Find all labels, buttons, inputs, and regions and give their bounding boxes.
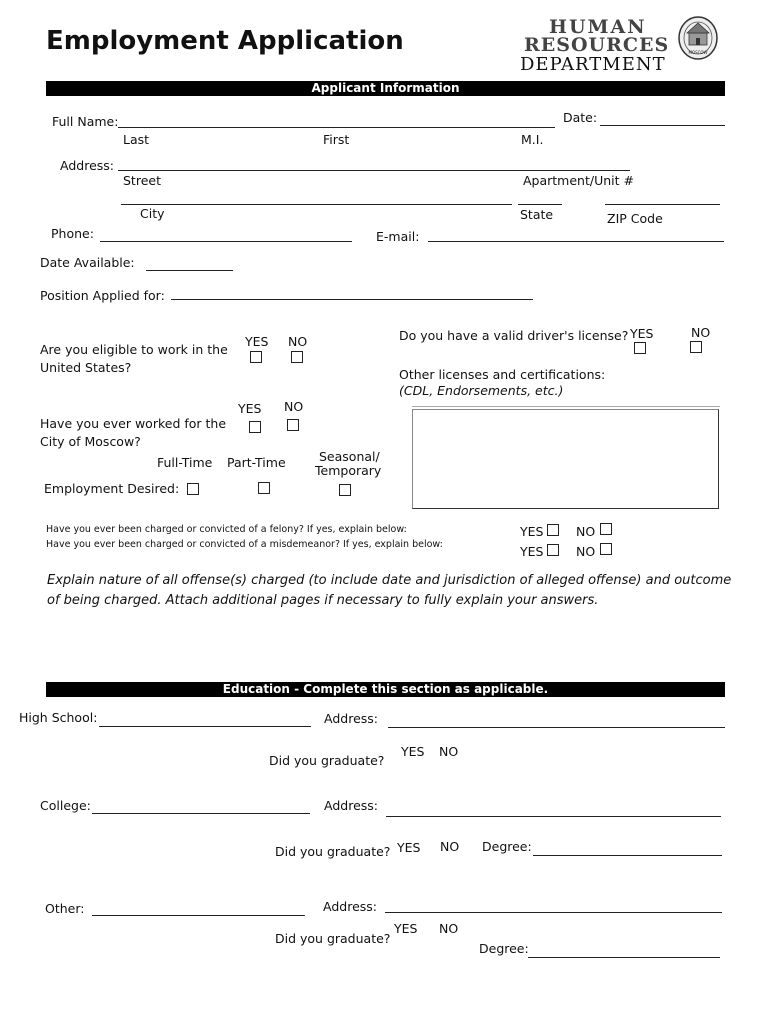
high-school-no-label[interactable]: NO	[439, 744, 459, 759]
misdemeanor-no-checkbox[interactable]	[600, 543, 612, 555]
phone-field[interactable]	[100, 241, 352, 242]
date-available-field[interactable]	[146, 270, 233, 271]
misdemeanor-yes-label: YES	[520, 544, 544, 559]
college-field[interactable]	[92, 813, 310, 814]
explain-instructions-line2: of being charged. Attach additional pages if necessary to fully explain your answers.	[47, 593, 599, 608]
license-yes-checkbox[interactable]	[634, 342, 646, 354]
zip-field[interactable]	[605, 204, 720, 205]
seasonal-checkbox[interactable]	[339, 484, 351, 496]
felony-yes-label: YES	[520, 524, 544, 539]
date-field[interactable]	[600, 125, 725, 126]
seasonal-label: Seasonal/	[319, 449, 380, 464]
email-label: E-mail:	[376, 229, 420, 244]
logo-line-3: DEPARTMENT	[520, 54, 666, 75]
college-degree-field[interactable]	[533, 855, 722, 856]
date-available-label: Date Available:	[40, 255, 135, 270]
college-yes-label[interactable]: YES	[397, 840, 421, 855]
felony-yes-checkbox[interactable]	[547, 524, 559, 536]
eligible-yes-checkbox[interactable]	[250, 351, 262, 363]
applicant-section-header: Applicant Information	[46, 81, 725, 96]
misdemeanor-question: Have you ever been charged or convicted of a misdemeanor? If yes, explain below:	[46, 539, 443, 550]
apartment-caption: Apartment/Unit #	[523, 173, 634, 188]
city-field[interactable]	[121, 204, 512, 205]
seal-text: MOSCOW	[688, 50, 708, 55]
other-graduate-question: Did you graduate?	[275, 931, 391, 946]
first-name-caption: First	[323, 132, 350, 147]
other-licenses-label: Other licenses and certifications:	[399, 367, 606, 382]
last-name-caption: Last	[123, 132, 150, 147]
state-caption: State	[520, 207, 554, 222]
high-school-field[interactable]	[99, 726, 311, 727]
drivers-license-question: Do you have a valid driver's license?	[399, 328, 629, 343]
state-field[interactable]	[518, 204, 562, 205]
high-school-yes-label[interactable]: YES	[401, 744, 425, 759]
education-section-header: Education - Complete this section as applicable.	[46, 682, 725, 697]
eligibility-question: Are you eligible to work in the United States?	[40, 342, 228, 375]
other-education-field[interactable]	[92, 915, 305, 916]
eligible-yes-label: YES	[245, 334, 269, 349]
city-seal-icon	[677, 15, 719, 61]
part-time-label: Part-Time	[227, 455, 286, 470]
moscow-yes-label: YES	[238, 401, 262, 416]
moscow-yes-checkbox[interactable]	[249, 421, 261, 433]
position-label: Position Applied for:	[40, 288, 165, 303]
high-school-address-field[interactable]	[388, 727, 725, 728]
misdemeanor-yes-checkbox[interactable]	[547, 544, 559, 556]
license-yes-label: YES	[630, 326, 654, 341]
license-no-label: NO	[691, 325, 711, 340]
date-label: Date:	[563, 110, 598, 125]
logo-line-1: HUMAN	[549, 16, 647, 38]
licenses-divider	[412, 406, 720, 407]
high-school-graduate-question: Did you graduate?	[269, 753, 385, 768]
eligible-no-checkbox[interactable]	[291, 351, 303, 363]
full-time-label: Full-Time	[157, 455, 213, 470]
part-time-checkbox[interactable]	[258, 482, 270, 494]
street-address-field[interactable]	[118, 170, 630, 171]
high-school-label: High School:	[19, 710, 98, 725]
college-graduate-question: Did you graduate?	[275, 844, 391, 859]
other-degree-label: Degree:	[479, 941, 529, 956]
other-education-label: Other:	[45, 901, 85, 916]
college-no-label[interactable]: NO	[440, 839, 460, 854]
college-degree-label: Degree:	[482, 839, 532, 854]
other-address-label: Address:	[323, 899, 377, 914]
logo-line-2: RESOURCES	[524, 34, 670, 56]
other-no-label[interactable]: NO	[439, 921, 459, 936]
position-field[interactable]	[171, 299, 533, 300]
felony-no-checkbox[interactable]	[600, 523, 612, 535]
full-time-checkbox[interactable]	[187, 483, 199, 495]
address-label: Address:	[60, 158, 114, 173]
eligible-no-label: NO	[288, 334, 308, 349]
college-label: College:	[40, 798, 91, 813]
explain-instructions-line1: Explain nature of all offense(s) charged (to include date and jurisdiction of alleged offense) and outcome	[47, 573, 732, 588]
college-address-label: Address:	[324, 798, 378, 813]
moscow-question: Have you ever worked for the City of Moscow?	[40, 416, 227, 449]
moscow-no-label: NO	[284, 399, 304, 414]
other-yes-label[interactable]: YES	[394, 921, 418, 936]
misdemeanor-no-label: NO	[576, 544, 596, 559]
street-caption: Street	[123, 173, 161, 188]
license-no-checkbox[interactable]	[690, 341, 702, 353]
email-field[interactable]	[428, 241, 724, 242]
middle-initial-caption: M.I.	[521, 132, 544, 147]
page-title: Employment Application	[46, 26, 404, 56]
other-licenses-hint: (CDL, Endorsements, etc.)	[399, 383, 564, 398]
felony-question: Have you ever been charged or convicted of a felony? If yes, explain below:	[46, 524, 407, 535]
full-name-label: Full Name:	[52, 114, 119, 129]
phone-label: Phone:	[51, 226, 94, 241]
college-address-field[interactable]	[386, 816, 721, 817]
moscow-no-checkbox[interactable]	[287, 419, 299, 431]
zip-caption: ZIP Code	[607, 211, 663, 226]
employment-desired-label: Employment Desired:	[44, 481, 180, 496]
full-name-field[interactable]	[118, 127, 555, 128]
other-address-field[interactable]	[385, 912, 722, 913]
other-licenses-textarea[interactable]	[412, 409, 719, 509]
city-caption: City	[140, 206, 165, 221]
felony-no-label: NO	[576, 524, 596, 539]
high-school-address-label: Address:	[324, 711, 378, 726]
temporary-label: Temporary	[315, 463, 382, 478]
other-degree-field[interactable]	[528, 957, 720, 958]
